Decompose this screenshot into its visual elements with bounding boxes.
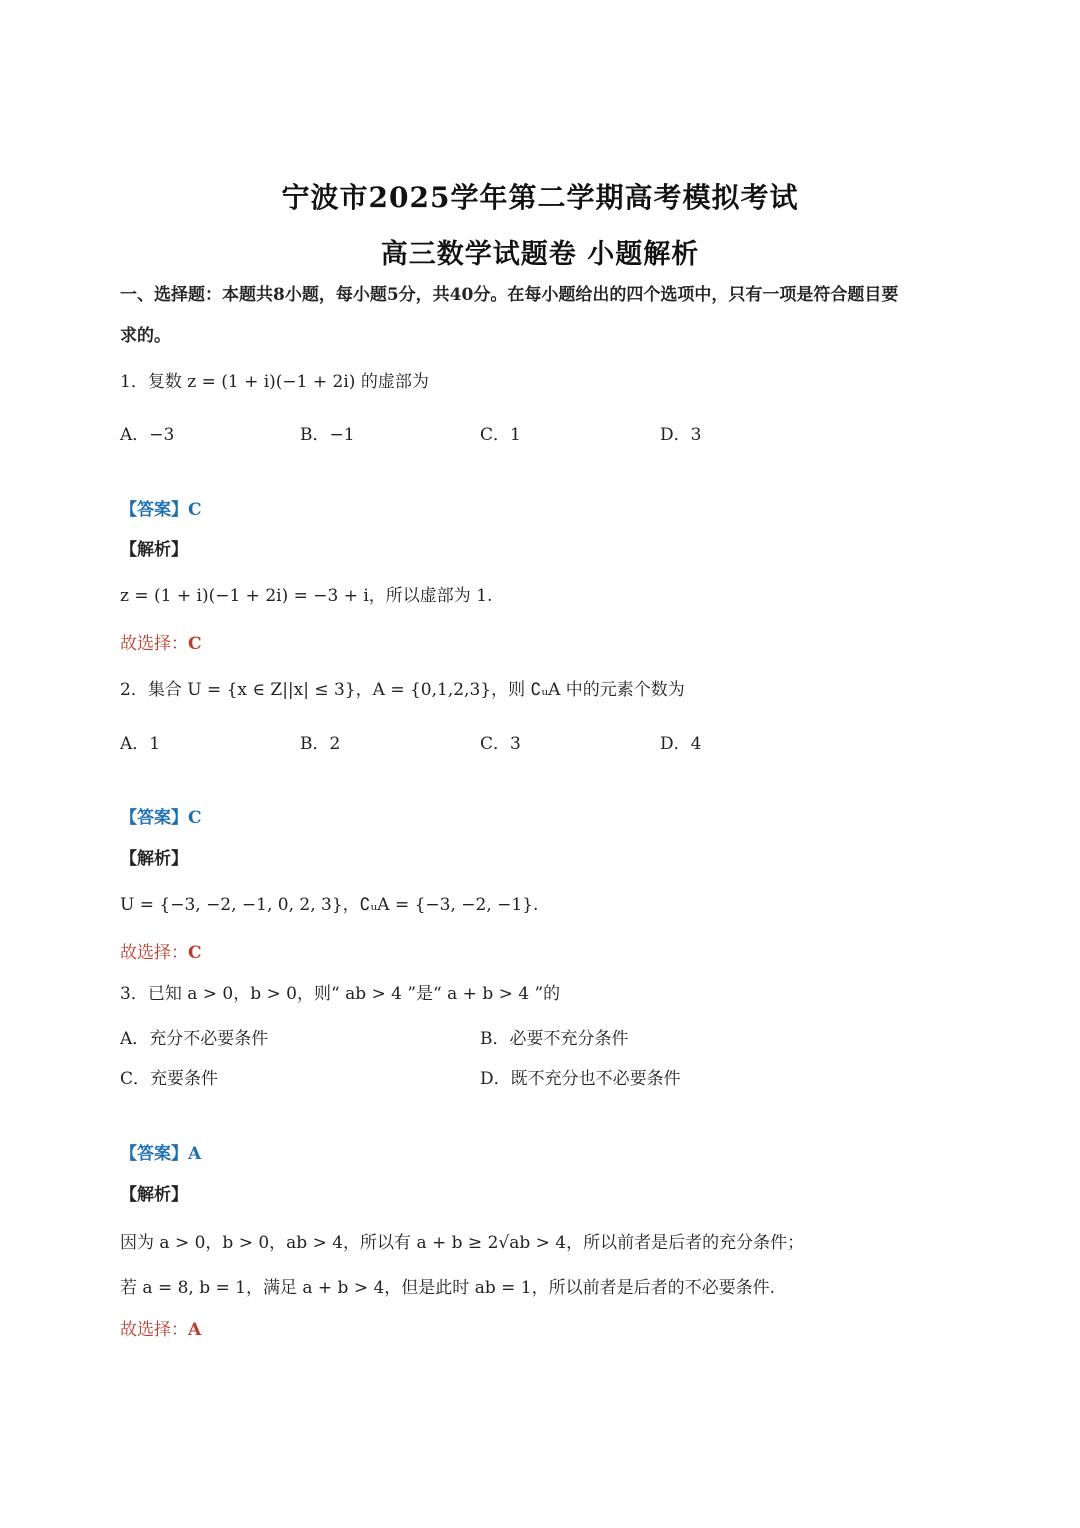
q1-option-a: A．−3 [120,425,175,445]
choose-value: C [188,634,202,654]
q3-option-b: B．必要不充分条件 [480,1029,629,1049]
choose-label: 故选择： [120,634,188,654]
choose-label: 故选择： [120,943,188,963]
q3-option-a: A．充分不必要条件 [120,1029,269,1049]
q2-option-c: C．3 [480,734,521,754]
answer-label: 【答案】 [120,808,188,828]
q3-choose [120,1320,201,1340]
answer-value: A [188,1144,202,1164]
q1-choose [120,634,202,654]
section-intro-line2: 求的。 [120,326,171,346]
q3-analysis-line2: 若 a = 8, b = 1，满足 a + b > 4，但是此时 ab = 1，所以前者是后者的不必要条件. [120,1278,775,1298]
answer-label: 【答案】 [120,500,188,520]
choose-label: 故选择： [120,1320,188,1340]
q1-analysis-label: 【解析】 [120,540,188,560]
q1-option-b: B．−1 [300,425,355,445]
q3-stem: 3．已知 a > 0，b > 0，则“ ab > 4 ”是“ a + b > 4 ”的 [120,984,561,1004]
q3-answer [120,1144,201,1164]
q2-choose [120,943,202,963]
q2-analysis-label: 【解析】 [120,849,188,869]
q2-option-a: A．1 [120,734,161,754]
section-intro-line1: 一、选择题：本题共8小题，每小题5分，共40分。在每小题给出的四个选项中，只有一项是符合题目要 [120,285,899,305]
q1-option-c: C．1 [480,425,521,445]
q1-stem: 1．复数 z = (1 + i)(−1 + 2i) 的虚部为 [120,372,429,392]
q3-analysis-line1: 因为 a > 0，b > 0，ab > 4，所以有 a + b ≥ 2√ab > 4，所以前者是后者的充分条件； [120,1233,805,1253]
q2-option-d: D．4 [660,734,702,754]
exam-title: 宁波市2025学年第二学期高考模拟考试 [281,181,799,214]
answer-value: C [188,808,202,828]
q2-stem: 2．集合 U = {x ∈ Z||x| ≤ 3}，A = {0,1,2,3}，则 ∁ᵤA 中的元素个数为 [120,680,685,700]
q3-option-c: C．充要条件 [120,1069,219,1089]
q2-option-b: B．2 [300,734,341,754]
q3-analysis-label: 【解析】 [120,1185,188,1205]
choose-value: C [188,943,202,963]
answer-label: 【答案】 [120,1144,188,1164]
exam-subtitle: 高三数学试题卷 小题解析 [380,239,700,270]
q1-answer [120,500,202,520]
choose-value: A [188,1320,202,1340]
q3-option-d: D．既不充分也不必要条件 [480,1069,681,1089]
q2-answer [120,808,202,828]
q1-option-d: D．3 [660,425,702,445]
answer-value: C [188,500,202,520]
q1-analysis-line: z = (1 + i)(−1 + 2i) = −3 + i，所以虚部为 1. [120,586,493,606]
q2-analysis-line: U = {−3, −2, −1, 0, 2, 3}，∁ᵤA = {−3, −2, −1}. [120,895,539,915]
